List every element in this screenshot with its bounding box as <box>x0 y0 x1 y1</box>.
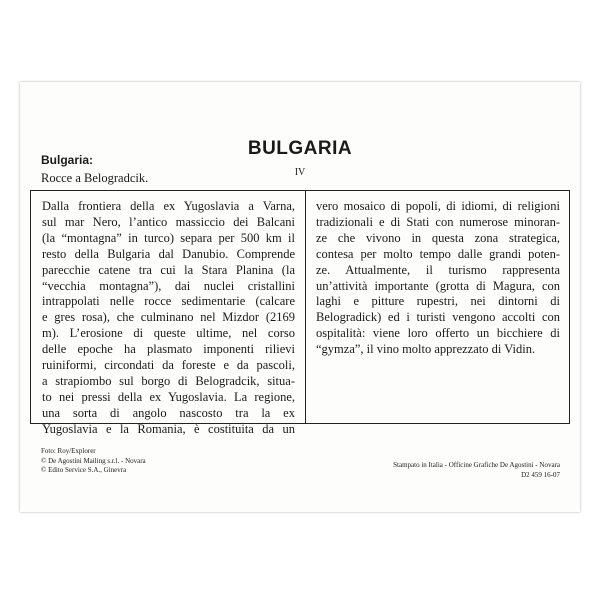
printer-line: Stampato in Italia - Officine Grafiche De Agostini - Novara <box>393 461 560 469</box>
text-line: una sorta di angolo nascosto tra la ex <box>42 405 295 420</box>
text-line: tradizionali e di Stati con numerose minoran- <box>316 214 560 229</box>
text-line: Yugoslavia e la Romania, è costituita da un <box>42 421 295 436</box>
text-line: ruiniformi, circondati da foreste e da pascoli, <box>42 358 295 373</box>
text-column-left <box>42 199 295 438</box>
text-line: laghi e pitture rupestri, nei dintorni di <box>316 294 560 309</box>
text-line: vero mosaico di popoli, di idiomi, di religioni <box>316 199 560 213</box>
copyright-line-1: © De Agostini Mailing s.r.l. - Novara <box>41 456 146 465</box>
text-line: parecchie catene tra cui la Stara Planina (la <box>42 262 295 277</box>
photo-credit: Foto: Roy/Explorer <box>41 447 96 455</box>
text-column-right <box>316 199 560 358</box>
text-line: intrappolati nelle rocce sedimentarie (calcare <box>42 294 295 309</box>
text-line: ze che vivono in questa zona strategica, <box>316 230 560 245</box>
text-line: to nei pressi della ex Yugoslavia. La regione, <box>42 389 295 404</box>
column-divider <box>305 190 306 424</box>
credits <box>41 447 146 476</box>
text-line: m). L’erosione di queste ultime, nel corso <box>42 326 295 341</box>
text-line: un’attività importante (grotta di Magura, con <box>316 278 560 293</box>
text-line: (la “montagna” in turco) separa per 500 km il <box>42 230 295 245</box>
product-code: D2 459 16-07 <box>521 470 560 479</box>
printer-info <box>393 461 560 480</box>
section-heading: Bulgaria: <box>41 153 94 167</box>
card-number: IV <box>294 167 306 178</box>
text-line: ospitalità: viene loro offerto un bicchiere di <box>316 326 560 341</box>
card-title: BULGARIA <box>247 138 353 159</box>
text-line: contesa per molto tempo dalle grandi poten- <box>316 246 560 261</box>
text-line: “vecchia montagna”), dai nuclei cristallini <box>42 278 295 293</box>
section-subtitle: Rocce a Belogradcik. <box>41 171 149 185</box>
text-line: Belogradick) ed i turisti vengono accolti con <box>316 310 560 325</box>
text-line: sul mar Nero, l’antico massiccio dei Balcani <box>42 214 295 229</box>
text-line: a strapiombo sul borgo di Belogradcik, situa- <box>42 373 295 388</box>
text-line: ze. Attualmente, il turismo rappresenta <box>316 262 560 277</box>
text-line: resto della Bulgaria dal Danubio. Comprende <box>42 246 295 261</box>
copyright-line-2: © Edito Service S.A., Ginevra <box>41 466 127 474</box>
text-line: Dalla frontiera della ex Yugoslavia a Varna, <box>42 199 295 213</box>
text-line: “gymza”, il vino molto apprezzato di Vidin. <box>316 342 536 357</box>
text-line: e gres rosa), che culminano nel Mizdor (2169 <box>42 310 295 325</box>
text-line: delle epoche ha plasmato imponenti rilievi <box>42 342 295 357</box>
